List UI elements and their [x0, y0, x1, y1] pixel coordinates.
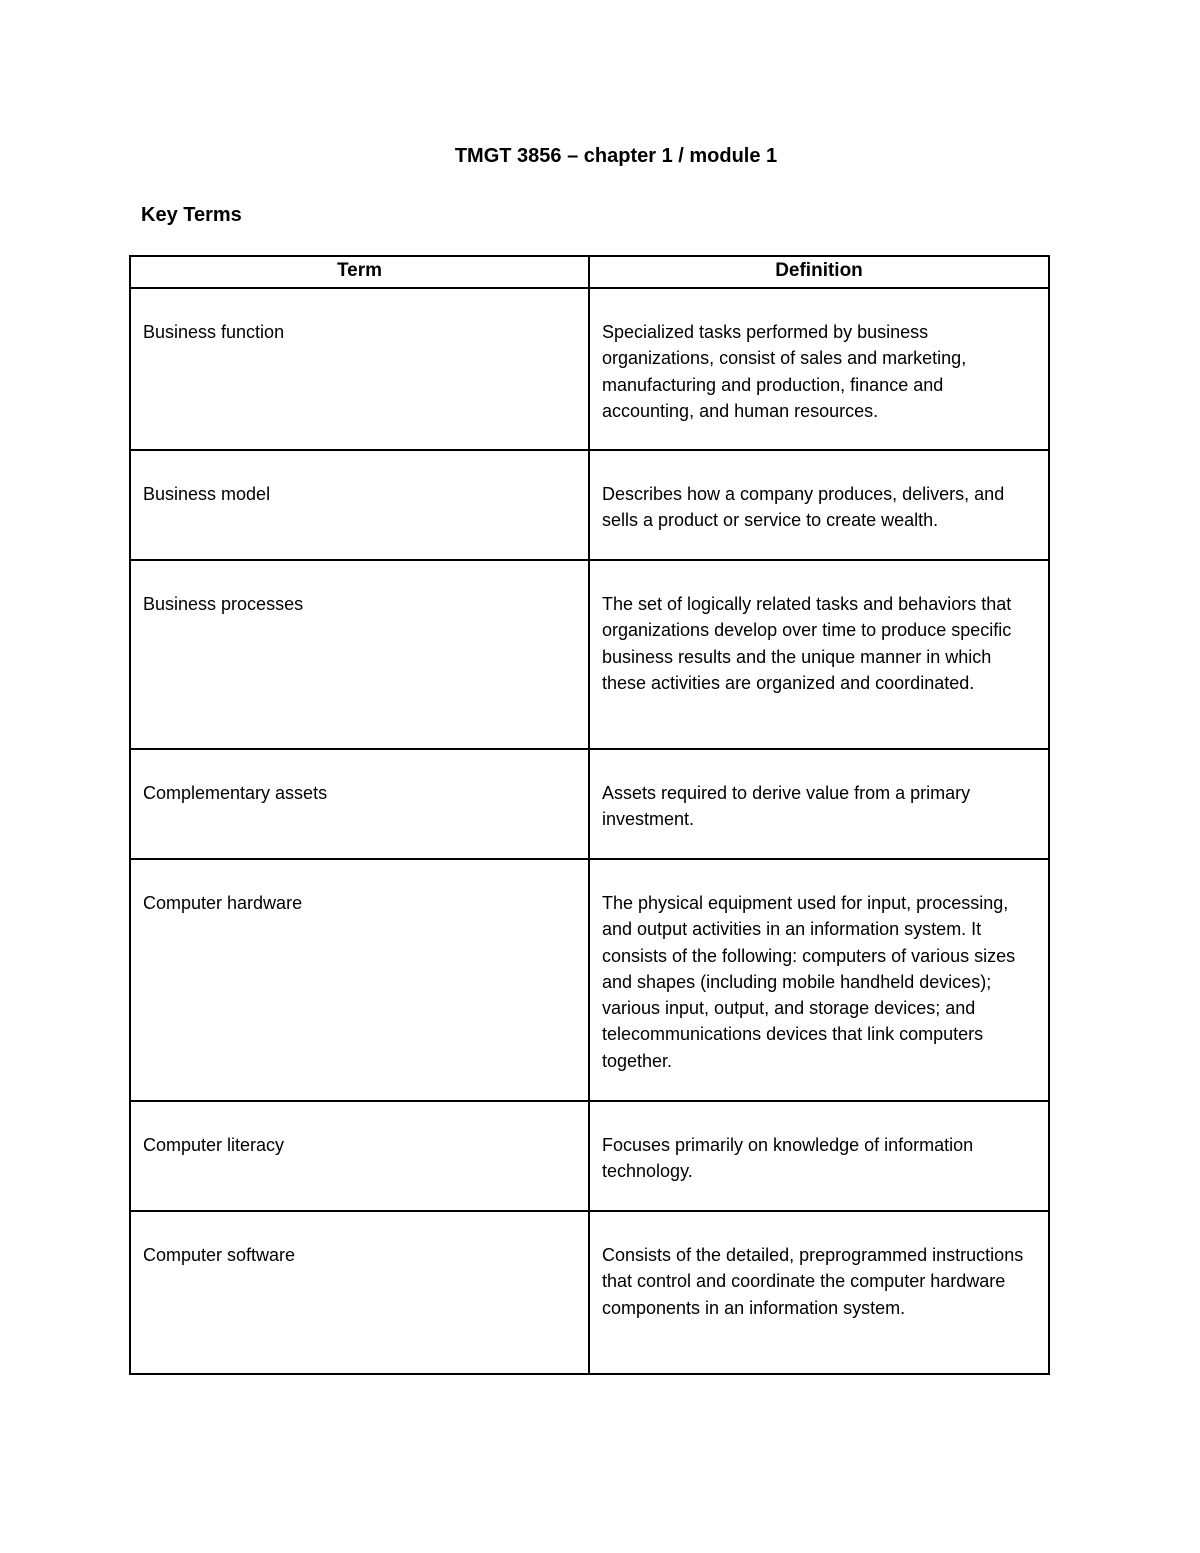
table-row	[130, 749, 1049, 859]
definition-cell: The physical equipment used for input, processing, and output activities in an information system. It consists of the following: computers of various sizes and shapes (including mobile handheld devices); various input, output, and storage devices; and telecommunications devices that link computers together.	[589, 859, 1049, 1101]
definition-cell: Specialized tasks performed by business organizations, consist of sales and marketing, manufacturing and production, finance and accounting, and human resources.	[589, 288, 1049, 450]
term-column-header: Term	[130, 256, 589, 288]
definition-column-header: Definition	[589, 256, 1049, 288]
table-row	[130, 1101, 1049, 1211]
term-cell: Computer literacy	[130, 1101, 589, 1211]
definition-cell: Describes how a company produces, delivers, and sells a product or service to create wealth.	[589, 450, 1049, 560]
term-cell: Computer software	[130, 1211, 589, 1374]
definition-cell: Assets required to derive value from a primary investment.	[589, 749, 1049, 859]
table-row	[130, 288, 1049, 450]
table-row	[130, 859, 1049, 1101]
definition-cell: Focuses primarily on knowledge of information technology.	[589, 1101, 1049, 1211]
table-row	[130, 450, 1049, 560]
term-cell: Business function	[130, 288, 589, 450]
term-cell: Complementary assets	[130, 749, 589, 859]
table-row	[130, 560, 1049, 749]
table-header-row	[130, 256, 1049, 288]
definition-cell: Consists of the detailed, preprogrammed instructions that control and coordinate the computer hardware components in an information system.	[589, 1211, 1049, 1374]
term-cell: Business model	[130, 450, 589, 560]
section-heading: Key Terms	[141, 204, 242, 226]
table-row	[130, 1211, 1049, 1374]
key-terms-table	[129, 255, 1050, 1375]
definition-cell: The set of logically related tasks and behaviors that organizations develop over time to produce specific business results and the unique manner in which these activities are organized and coordinated.	[589, 560, 1049, 749]
term-cell: Computer hardware	[130, 859, 589, 1101]
term-cell: Business processes	[130, 560, 589, 749]
document-title: TMGT 3856 – chapter 1 / module 1	[454, 145, 778, 167]
